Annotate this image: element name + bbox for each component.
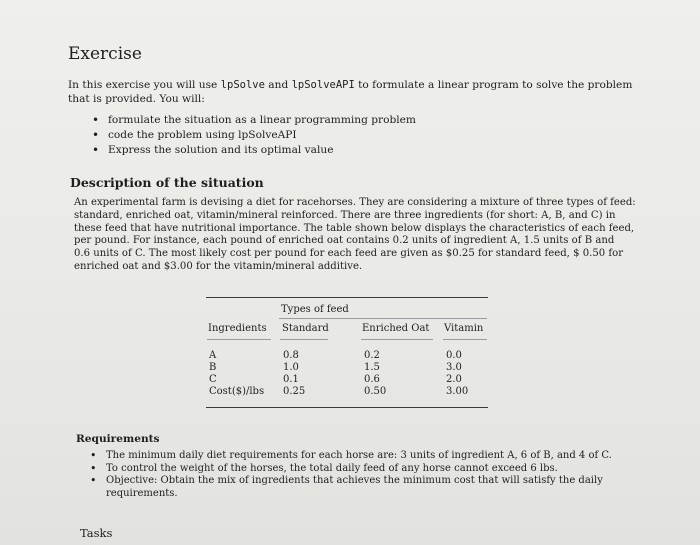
steps-list xyxy=(84,113,416,158)
intro-line-1 xyxy=(68,79,638,93)
description-paragraph xyxy=(74,197,639,274)
description-line: enriched oat and $3.00 for the vitamin/mineral additive. xyxy=(74,260,363,272)
intro-text-1: In this exercise you will use xyxy=(68,79,221,91)
requirements-heading: Requirements xyxy=(76,433,160,445)
description-line: these feed that have nutritional importance. The table shown below displays the characteristics of each feed, xyxy=(74,222,635,234)
cell-vitamin: 3.00 xyxy=(446,386,469,397)
intro-paragraph xyxy=(68,79,638,106)
table-top-rule xyxy=(206,297,488,298)
cell-standard: 0.25 xyxy=(283,386,306,397)
page-title: Exercise xyxy=(68,44,142,64)
code-lpsolve: lpSolve xyxy=(220,79,265,91)
header-rule xyxy=(361,339,433,340)
cell-vitamin: 2.0 xyxy=(446,374,462,385)
list-item xyxy=(84,475,644,500)
intro-text-3: to formulate a linear program to solve the problem xyxy=(354,79,633,91)
group-underline xyxy=(279,318,487,319)
header-enriched-oat: Enriched Oat xyxy=(362,323,430,334)
list-item-line: requirements. xyxy=(106,487,178,499)
list-item: • To control the weight of the horses, the total daily feed of any horse cannot exceed 6 lbs. xyxy=(84,463,644,476)
cell-vitamin: 3.0 xyxy=(446,362,462,373)
header-standard: Standard xyxy=(282,323,329,334)
table-group-header: Types of feed xyxy=(281,304,349,315)
cell-enriched: 0.2 xyxy=(364,350,380,361)
header-rule xyxy=(280,339,328,340)
cell-enriched: 1.5 xyxy=(364,362,380,373)
row-label: A xyxy=(209,350,217,361)
cell-standard: 1.0 xyxy=(283,362,299,373)
list-item: • Express the solution and its optimal value xyxy=(84,143,416,158)
tasks-heading: Tasks xyxy=(80,526,113,540)
list-item: • The minimum daily diet requirements for each horse are: 3 units of ingredient A, 6 of B, and 4 of C. xyxy=(84,450,644,463)
cell-enriched: 0.6 xyxy=(364,374,380,385)
cell-vitamin: 0.0 xyxy=(446,350,462,361)
description-line: 0.6 units of C. The most likely cost per pound for each feed are given as $0.25 for standard feed, $ 0.50 for xyxy=(74,248,624,260)
header-vitamin: Vitamin xyxy=(444,323,484,334)
cell-standard: 0.1 xyxy=(283,374,299,385)
table-bottom-rule xyxy=(206,407,488,408)
header-ingredients: Ingredients xyxy=(208,323,267,334)
row-label: C xyxy=(209,374,217,385)
row-label: B xyxy=(209,362,217,373)
cell-standard: 0.8 xyxy=(283,350,299,361)
list-item: • formulate the situation as a linear programming problem xyxy=(84,113,416,128)
row-label: Cost($)/lbs xyxy=(209,386,265,397)
requirements-list xyxy=(84,450,644,500)
header-rule xyxy=(207,339,271,340)
description-line: per pound. For instance, each pound of enriched oat contains 0.2 units of ingredient A, 1.5 units of B and xyxy=(74,235,615,247)
code-lpsolveapi: lpSolveAPI xyxy=(291,79,355,91)
list-item: • code the problem using lpSolveAPI xyxy=(84,128,416,143)
intro-line-2: that is provided. You will: xyxy=(68,92,205,105)
list-item-line: • Objective: Obtain the mix of ingredients that achieves the minimum cost that will satisfy the daily xyxy=(106,475,603,486)
header-rule xyxy=(443,339,487,340)
intro-text-2: and xyxy=(264,79,292,91)
description-line: standard, enriched oat, vitamin/mineral reinforced. There are three ingredients (for short: A, B, and C) in xyxy=(74,209,616,221)
section-heading: Description of the situation xyxy=(70,175,264,190)
cell-enriched: 0.50 xyxy=(364,386,387,397)
description-line: An experimental farm is devising a diet for racehorses. They are considering a mixture of three types of feed: xyxy=(74,197,636,208)
